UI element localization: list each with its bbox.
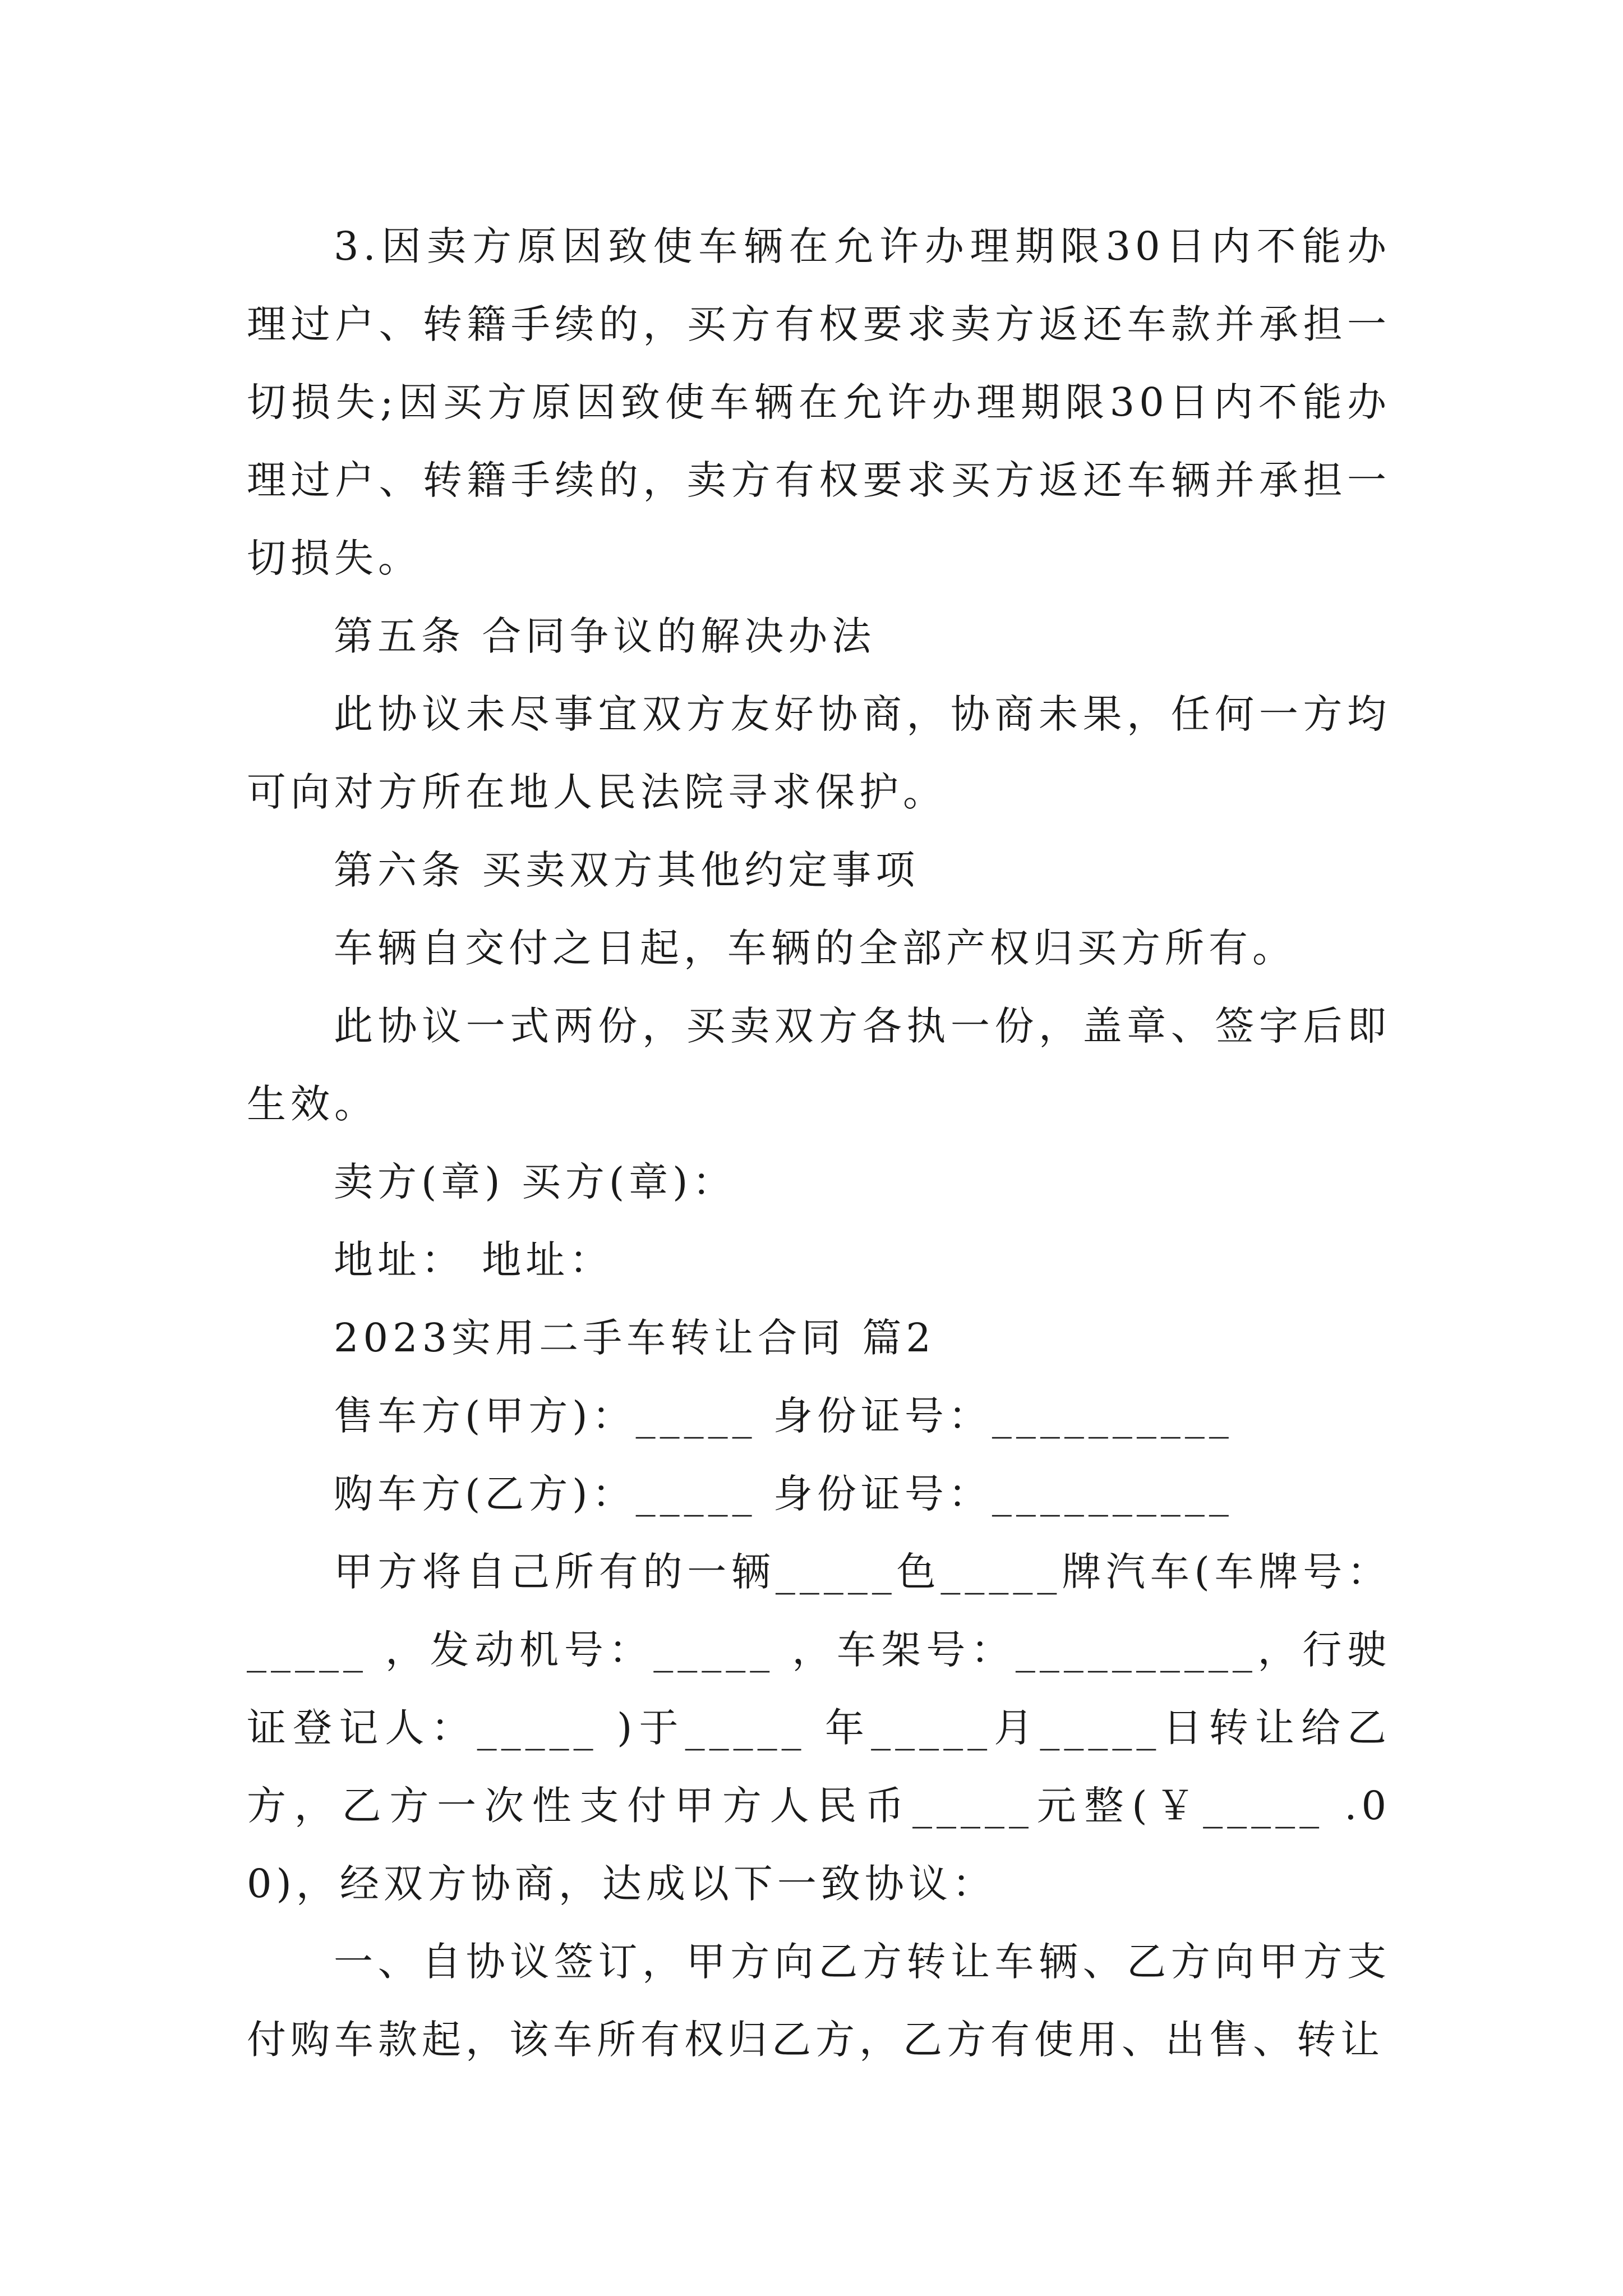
signature-line: 卖方(章) 买方(章)： [334,1159,736,1205]
seller-line: 售车方(甲方)：_____ 身份证号：__________ [334,1393,1233,1439]
document-body [247,208,1391,2079]
heading-article-6: 第六条 买卖双方其他约定事项 [334,847,920,893]
paragraph-copies: 此协议一式两份，买卖双方各执一份，盖章、签字后即生效。 [247,1003,1391,1127]
paragraph-dispute: 此协议未尽事宜双方友好协商，协商未果，任何一方均可向对方所在地人民法院寻求保护。 [247,691,1391,815]
paragraph-clause-1: 一、自协议签订，甲方向乙方转让车辆、乙方向甲方支付购车款起，该车所有权归乙方，乙方有使用、出售、转让 [247,1939,1391,2063]
paragraph-clause-3: 3.因卖方原因致使车辆在允许办理期限30日内不能办理过户、转籍手续的，买方有权要求卖方返还车款并承担一切损失;因买方原因致使车辆在允许办理期限30日内不能办理过户、转籍手续的，卖方有权要求买方返还车辆并承担一切损失。 [247,223,1391,581]
buyer-line: 购车方(乙方)：_____ 身份证号：__________ [334,1471,1233,1517]
address-line: 地址： 地址： [334,1237,614,1283]
paragraph-ownership: 车辆自交付之日起，车辆的全部产权归买方所有。 [334,925,1296,971]
section-title: 2023实用二手车转让合同 篇2 [334,1315,935,1361]
heading-article-5: 第五条 合同争议的解决办法 [334,613,876,659]
paragraph-vehicle-transfer: 甲方将自己所有的一辆_____色_____牌汽车(车牌号：_____ ，发动机号：_____ ，车架号：__________，行驶证登记人：_____ )于_____ 年_____月_____日转让给乙方，乙方一次性支付甲方人民币_____元整(￥_____ .00)，经双方协商，达成以下一致协议： [247,1549,1391,1907]
